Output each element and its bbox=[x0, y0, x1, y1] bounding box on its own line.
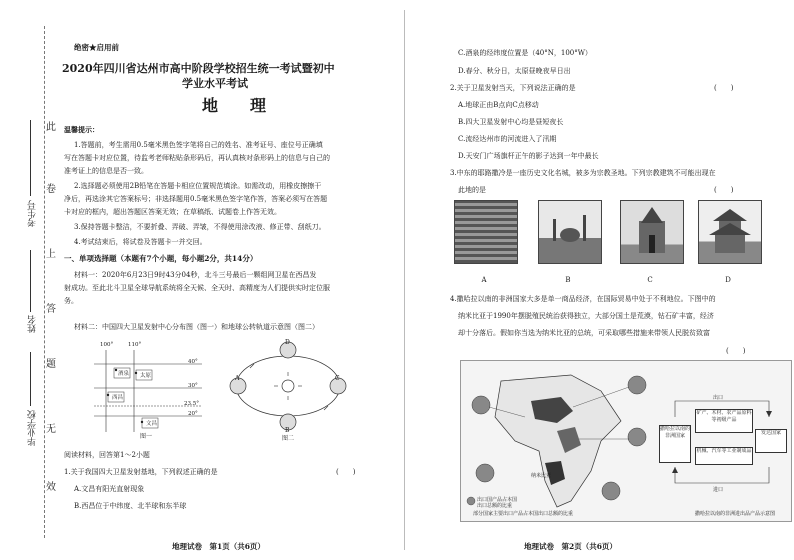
lon-label: 100° bbox=[100, 342, 114, 348]
orbit-point: D bbox=[285, 339, 290, 346]
photo-label-d: D bbox=[725, 276, 731, 284]
notice-heading: 温馨提示： bbox=[64, 125, 99, 134]
binding-strip bbox=[0, 0, 56, 560]
developed-countries-box: 发达国家 bbox=[755, 429, 787, 453]
notice-line: 净后，再选涂其它答案标号；非选择题用0.5毫米黑色签字笔作答，答案必须写在答题 bbox=[64, 195, 328, 203]
q1-option-c: C.酒泉的经纬度位置是（40°N，100°W） bbox=[458, 49, 592, 57]
q2-option-b: B.四大卫星发射中心均是昼短夜长 bbox=[458, 118, 564, 126]
binding-char: 此 bbox=[46, 122, 56, 133]
school-label: 毕业学校 bbox=[28, 410, 38, 446]
q2-option-d: D.天安门广场旗杆正午的影子达到一年中最长 bbox=[458, 152, 599, 160]
question-2: 2.关于卫星发射当天，下列说法正确的是 bbox=[450, 84, 576, 92]
lat-label: 20° bbox=[188, 411, 198, 417]
manufactured-goods-box: 机械、汽车等工业制成品 bbox=[695, 447, 753, 465]
photo-label-a: A bbox=[481, 276, 487, 284]
exam-title-line1: 2020年四川省达州市高中阶段学校招生统一考试暨初中 bbox=[62, 62, 335, 75]
binding-char: 效 bbox=[46, 482, 56, 493]
photo-church bbox=[620, 200, 684, 264]
page-footer: 地理试卷 第1页（共6页） bbox=[172, 542, 265, 551]
lat-label: 30° bbox=[188, 383, 198, 389]
subject-title: 地 理 bbox=[202, 96, 275, 115]
export-label: 出口 bbox=[713, 395, 724, 401]
photo-label-b: B bbox=[565, 276, 571, 284]
binding-char: 答 bbox=[46, 304, 56, 315]
binding-line bbox=[44, 26, 45, 538]
binding-char: 题 bbox=[46, 359, 56, 370]
figure-launch-centers bbox=[84, 340, 214, 440]
notice-line: 3.保持答题卡整洁，不要折叠、弄破、弄皱，不得使用涂改液、修正带、刮纸刀。 bbox=[74, 223, 326, 231]
name-line bbox=[30, 250, 31, 312]
material2-line: 材料二：中国四大卫星发射中心分布图（图一）和地球公转轨道示意图（图二） bbox=[74, 323, 319, 331]
notice-line: 准考证上的信息是否一致。 bbox=[64, 167, 148, 175]
material1-line: 射成功。至此北斗卫星全球导航系统将全天候、全天时、高精度为人们提供实时定位服 bbox=[64, 284, 330, 292]
lat-label: 23.5° bbox=[184, 401, 199, 407]
question-4-cont: 纳米比亚于1990年摆脱殖民统治获得独立，大部分国土是荒漠，钻石矿丰富，经济 bbox=[458, 312, 714, 320]
lon-label: 110° bbox=[128, 342, 142, 348]
right-page bbox=[414, 0, 784, 560]
orbit-point: A bbox=[235, 375, 240, 382]
orbit-point: B bbox=[285, 427, 290, 434]
read-instruction: 阅读材料，回答第1～2小题 bbox=[64, 451, 150, 459]
notice-line: 2.选择题必须使用2B铅笔在答题卡相应位置规范填涂。如需改动，用橡皮擦擦干 bbox=[74, 182, 322, 190]
lat-label: 40° bbox=[188, 359, 198, 365]
photo-label-c: C bbox=[647, 276, 653, 284]
photo-wailing-wall bbox=[454, 200, 518, 264]
q1-option-b: B.西昌位于中纬度、北半球和东半球 bbox=[74, 502, 187, 510]
africa-trade-figure bbox=[460, 360, 792, 522]
notice-line: 卡对应的框内，超出答题区答案无效；在草稿纸、试题卷上作答无效。 bbox=[64, 208, 281, 216]
map-legend-line2: 出口总额的比重 bbox=[477, 503, 513, 509]
exam-title-line2: 学业水平考试 bbox=[182, 77, 248, 90]
photo-mosque bbox=[538, 200, 602, 264]
photo-pagoda bbox=[698, 200, 762, 264]
page-divider bbox=[404, 10, 405, 550]
page-footer: 地理试卷 第2页（共6页） bbox=[524, 542, 617, 551]
import-label: 进口 bbox=[713, 487, 724, 493]
secret-mark: 绝密★启用前 bbox=[74, 43, 119, 52]
trade-caption: 撒哈拉以南的非洲进出品产品示意图 bbox=[695, 511, 776, 517]
sub-saharan-box: 撒哈拉以南的非洲国家 bbox=[659, 425, 691, 463]
q2-option-a: A.地球正由B点向C点移动 bbox=[458, 101, 539, 109]
binding-char: 卷 bbox=[46, 184, 56, 195]
map-caption: 部分国家主要出口产品占本国出口总额的比重 bbox=[473, 511, 574, 517]
answer-paren: ( ) bbox=[336, 468, 356, 476]
school-line bbox=[30, 352, 31, 406]
q1-option-d: D.春分、秋分日，太原昼晚夜早日出 bbox=[458, 67, 571, 75]
notice-line: 4.考试结束后，将试卷及答题卡一并交回。 bbox=[74, 238, 207, 246]
question-4: 4.撒哈拉以南的非洲国家大多是单一商品经济，在国际贸易中处于不利地位。下图中的 bbox=[450, 295, 716, 303]
question-1: 1.关于我国四大卫星发射基地，下列叙述正确的是 bbox=[64, 468, 218, 476]
place-label: 西昌 bbox=[112, 395, 124, 401]
place-label: 太原 bbox=[140, 373, 152, 379]
material1-line: 务。 bbox=[64, 297, 78, 305]
binding-char: 上 bbox=[46, 249, 56, 260]
name-label: 姓名 bbox=[28, 315, 38, 333]
place-label: 酒泉 bbox=[118, 371, 130, 377]
answer-paren: ( ) bbox=[714, 84, 734, 92]
question-3-cont: 此地的是 bbox=[458, 186, 486, 194]
answer-paren: ( ) bbox=[726, 347, 746, 355]
answer-paren: ( ) bbox=[714, 186, 734, 194]
exam-number-label: 考生号 bbox=[28, 200, 38, 227]
map-legend-line1: 出口国产品占本国 bbox=[477, 497, 518, 503]
primary-products-box: 矿产、木材、农产品原料等初级产品 bbox=[695, 409, 753, 433]
figure1-caption: 图一 bbox=[140, 433, 153, 440]
figure-earth-orbit bbox=[224, 336, 354, 444]
namibia-label: 纳米比亚 bbox=[531, 473, 552, 479]
q1-option-a: A.文昌有阳光直射现象 bbox=[74, 485, 145, 493]
place-label: 文昌 bbox=[146, 421, 158, 427]
orbit-point: C bbox=[335, 375, 340, 382]
section-heading: 一、单项选择题（本题有7个小题，每小题2分，共14分） bbox=[64, 254, 258, 263]
binding-char: 无 bbox=[46, 424, 56, 435]
trade-diagram bbox=[657, 391, 787, 501]
q2-option-c: C.流经达州市的河流进入了汛期 bbox=[458, 135, 557, 143]
notice-line: 1.答题前，考生需用0.5毫米黑色签字笔将自己的姓名、准考证号、座位号正确填 bbox=[74, 141, 323, 149]
exam-number-line bbox=[30, 120, 31, 196]
notice-line: 写在答题卡对应位置，待监考老师粘贴条形码后，再认真核对条形码上的信息与自己的 bbox=[64, 154, 330, 162]
question-4-cont: 却十分落后。假如你当选为纳米比亚的总统，可采取哪些措施来带领人民脱贫致富 bbox=[458, 329, 710, 337]
material1-line: 材料一：2020年6月23日9时43分04秒，北斗三号最后一颗组网卫星在西昌发 bbox=[74, 271, 317, 279]
left-page bbox=[56, 0, 396, 560]
question-3: 3.中东的耶路撒冷是一座历史文化名城，被多为宗教圣地。下列宗教建筑不可能出现在 bbox=[450, 169, 716, 177]
figure2-caption: 图二 bbox=[282, 435, 295, 442]
